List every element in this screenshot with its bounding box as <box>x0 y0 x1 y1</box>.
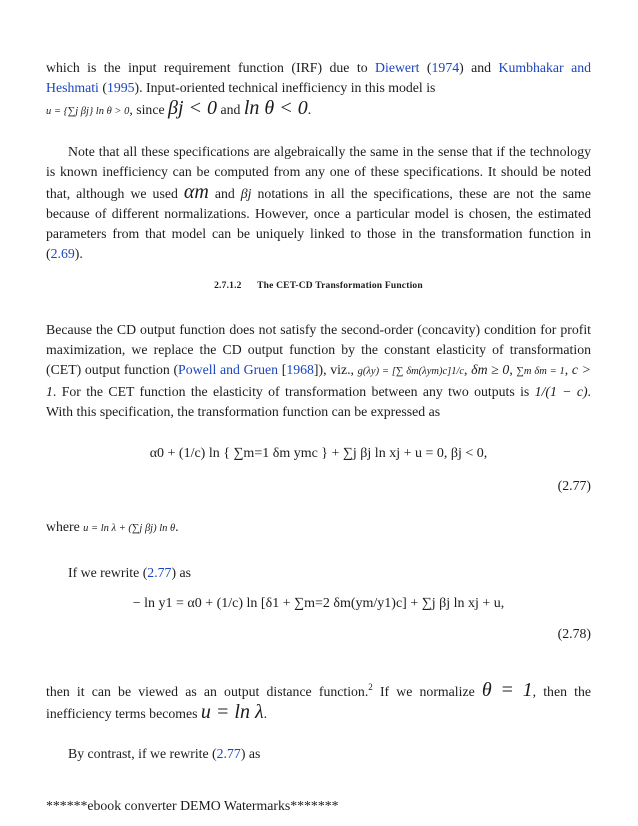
math-inline: u = ln λ + (∑j βj) ln θ <box>83 523 176 534</box>
math-inline: ∑m δm = 1 <box>516 366 565 377</box>
equation-2-77 <box>46 446 591 493</box>
citation-link-1995[interactable]: 1995 <box>106 80 135 95</box>
text: [ <box>278 362 287 377</box>
math-inline: 1/(1 − c) <box>534 384 588 399</box>
where-paragraph <box>46 517 591 539</box>
text: ) as <box>171 565 191 580</box>
math-inline: ln θ < 0 <box>243 97 308 119</box>
section-title: The CET-CD Transformation Function <box>257 281 423 291</box>
math-inline: c > 1 <box>46 362 591 399</box>
text: . With this specification, the transformation function can be expressed as <box>46 384 591 419</box>
math-inline: θ = 1 <box>481 679 533 701</box>
rewrite-line-1 <box>46 563 591 583</box>
text: , then the inefficiency terms becomes <box>46 684 591 721</box>
math-inline: g(λy) = [∑ δm(λym)c]1/c <box>357 366 465 377</box>
text: ). Input-oriented technical inefficiency in this model is <box>134 80 436 95</box>
text: , since <box>129 102 169 117</box>
text: . <box>263 706 268 721</box>
math-inline: βj < 0 <box>168 97 218 119</box>
text: ]), viz., <box>313 362 358 377</box>
text: . <box>307 102 312 117</box>
text: where <box>46 519 84 534</box>
citation-link-1974[interactable]: 1974 <box>431 60 460 75</box>
text: and <box>208 186 241 201</box>
rewrite-paragraph <box>46 563 591 583</box>
citation-link-kumbhakar-heshmati[interactable]: Kumbhakar and Heshmati <box>46 60 592 95</box>
equation-number: (2.77) <box>557 478 591 493</box>
text: . <box>175 519 179 534</box>
citation-link-1968[interactable]: 1968 <box>286 362 314 377</box>
equation-link-2-69[interactable]: 2.69 <box>50 246 75 261</box>
rewrite-line-2 <box>46 744 591 764</box>
paragraph-specifications <box>46 142 591 264</box>
where-line <box>46 517 591 539</box>
math-inline: βj <box>240 186 252 201</box>
math-inline: αm <box>183 181 209 203</box>
equation-formula: α0 + (1/c) ln { ∑m=1 δm ymc } + ∑j βj ln xj + u = 0, βj < 0, <box>149 446 488 461</box>
text: notations in all the specifications, these are not the same because of different normalizations. However, once a particular model is chosen, the estimated parameters from that model can be uniquely linked to those in the transformation function in ( <box>46 186 591 261</box>
text: ). <box>74 246 83 261</box>
paragraph-irf <box>46 58 591 122</box>
text: then it can be viewed as an output distance function. <box>46 684 369 699</box>
watermark-footer: ******ebook converter DEMO Watermarks******* <box>46 798 339 813</box>
text: Note that all these specifications are algebraically the same in the sense that if the technology is known inefficiency can be computed from any one of these specifications. It should be noted that, although we used <box>46 144 591 201</box>
math-inline: u = {∑j βj} ln θ > 0 <box>46 106 130 117</box>
text: , <box>464 362 472 377</box>
text: ( <box>98 80 107 95</box>
equation-2-78 <box>46 596 591 641</box>
text: ) as <box>240 746 261 761</box>
math-inline: δm ≥ 0 <box>471 362 510 377</box>
text: , <box>564 362 572 377</box>
text: and <box>217 102 244 117</box>
text: . For the CET function the elasticity of transformation between any two outputs is <box>52 384 535 399</box>
text: By contrast, if we rewrite ( <box>68 746 217 761</box>
rewrite-paragraph <box>46 744 591 764</box>
math-inline: u = ln λ <box>200 701 264 723</box>
equation-number: (2.78) <box>557 626 591 641</box>
text: ) and <box>459 60 499 75</box>
text: which is the input requirement function (IRF) due to <box>46 60 376 75</box>
text: , <box>509 362 517 377</box>
section-heading <box>46 276 591 296</box>
paragraph-distance-function <box>46 677 591 724</box>
text: If we rewrite ( <box>68 565 148 580</box>
text: Because the CD output function does not satisfy the second-order (concavity) condition for profit maximization, we replace the CD output function by the constant elasticity of transformation (CET) output function ( <box>46 322 591 377</box>
equation-link-2-77[interactable]: 2.77 <box>147 565 172 580</box>
section-number: 2.7.1.2 <box>214 281 242 291</box>
equation-link-2-77[interactable]: 2.77 <box>216 746 241 761</box>
page-body <box>46 58 591 422</box>
distance-paragraph <box>46 677 591 724</box>
paragraph-cet <box>46 320 591 422</box>
footnote-marker[interactable]: 2 <box>368 682 373 692</box>
citation-link-diewert[interactable]: Diewert <box>375 60 420 75</box>
text: If we normalize <box>372 684 482 699</box>
equation-formula: − ln y1 = α0 + (1/c) ln [δ1 + ∑m=2 δm(ym/y1)c] + ∑j βj ln xj + u, <box>132 596 505 611</box>
citation-link-powell-gruen[interactable]: Powell and Gruen <box>178 362 279 377</box>
text: ( <box>419 60 432 75</box>
